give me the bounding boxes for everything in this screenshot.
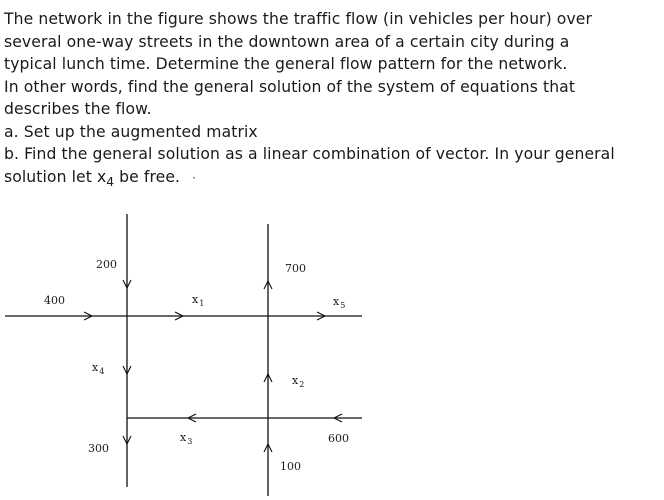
free-variable-prefix: solution let x bbox=[4, 167, 107, 186]
free-variable-suffix: be free. bbox=[114, 167, 181, 186]
problem-line-3: typical lunch time. Determine the general flow pattern for the network. bbox=[4, 55, 568, 73]
label-x3 bbox=[180, 431, 192, 446]
label-200: 200 bbox=[96, 258, 117, 271]
label-x2-letter: x bbox=[292, 374, 299, 387]
label-x1 bbox=[192, 293, 204, 308]
problem-line-5: describes the flow. bbox=[4, 100, 152, 118]
label-100: 100 bbox=[280, 460, 301, 473]
label-x4-sub: 4 bbox=[99, 367, 105, 376]
problem-line-4: In other words, find the general solution of the system of equations that bbox=[4, 77, 576, 96]
label-600: 600 bbox=[328, 432, 349, 445]
label-x2-sub: 2 bbox=[299, 380, 305, 389]
part-a: a. Set up the augmented matrix bbox=[4, 122, 258, 141]
label-300: 300 bbox=[88, 442, 109, 455]
part-b: b. Find the general solution as a linear combination of vector. In your general bbox=[4, 145, 615, 163]
label-x5-letter: x bbox=[333, 295, 340, 308]
label-x3-sub: 3 bbox=[187, 437, 193, 446]
stray-mark: · bbox=[192, 170, 197, 185]
label-x1-sub: 1 bbox=[199, 299, 205, 308]
problem-line-2: several one-way streets in the downtown area of a certain city during a bbox=[4, 32, 570, 51]
label-x4 bbox=[92, 361, 104, 376]
problem-line-1: The network in the figure shows the traffic flow (in vehicles per hour) over bbox=[4, 10, 592, 28]
label-x5-sub: 5 bbox=[340, 301, 346, 310]
label-x5 bbox=[333, 295, 345, 310]
label-700: 700 bbox=[285, 262, 306, 275]
free-variable-subscript: 4 bbox=[106, 174, 115, 189]
label-400: 400 bbox=[44, 294, 65, 307]
label-x3-letter: x bbox=[180, 431, 187, 444]
label-x2 bbox=[292, 374, 304, 389]
label-x1-letter: x bbox=[192, 293, 199, 306]
label-x4-letter: x bbox=[92, 361, 99, 374]
